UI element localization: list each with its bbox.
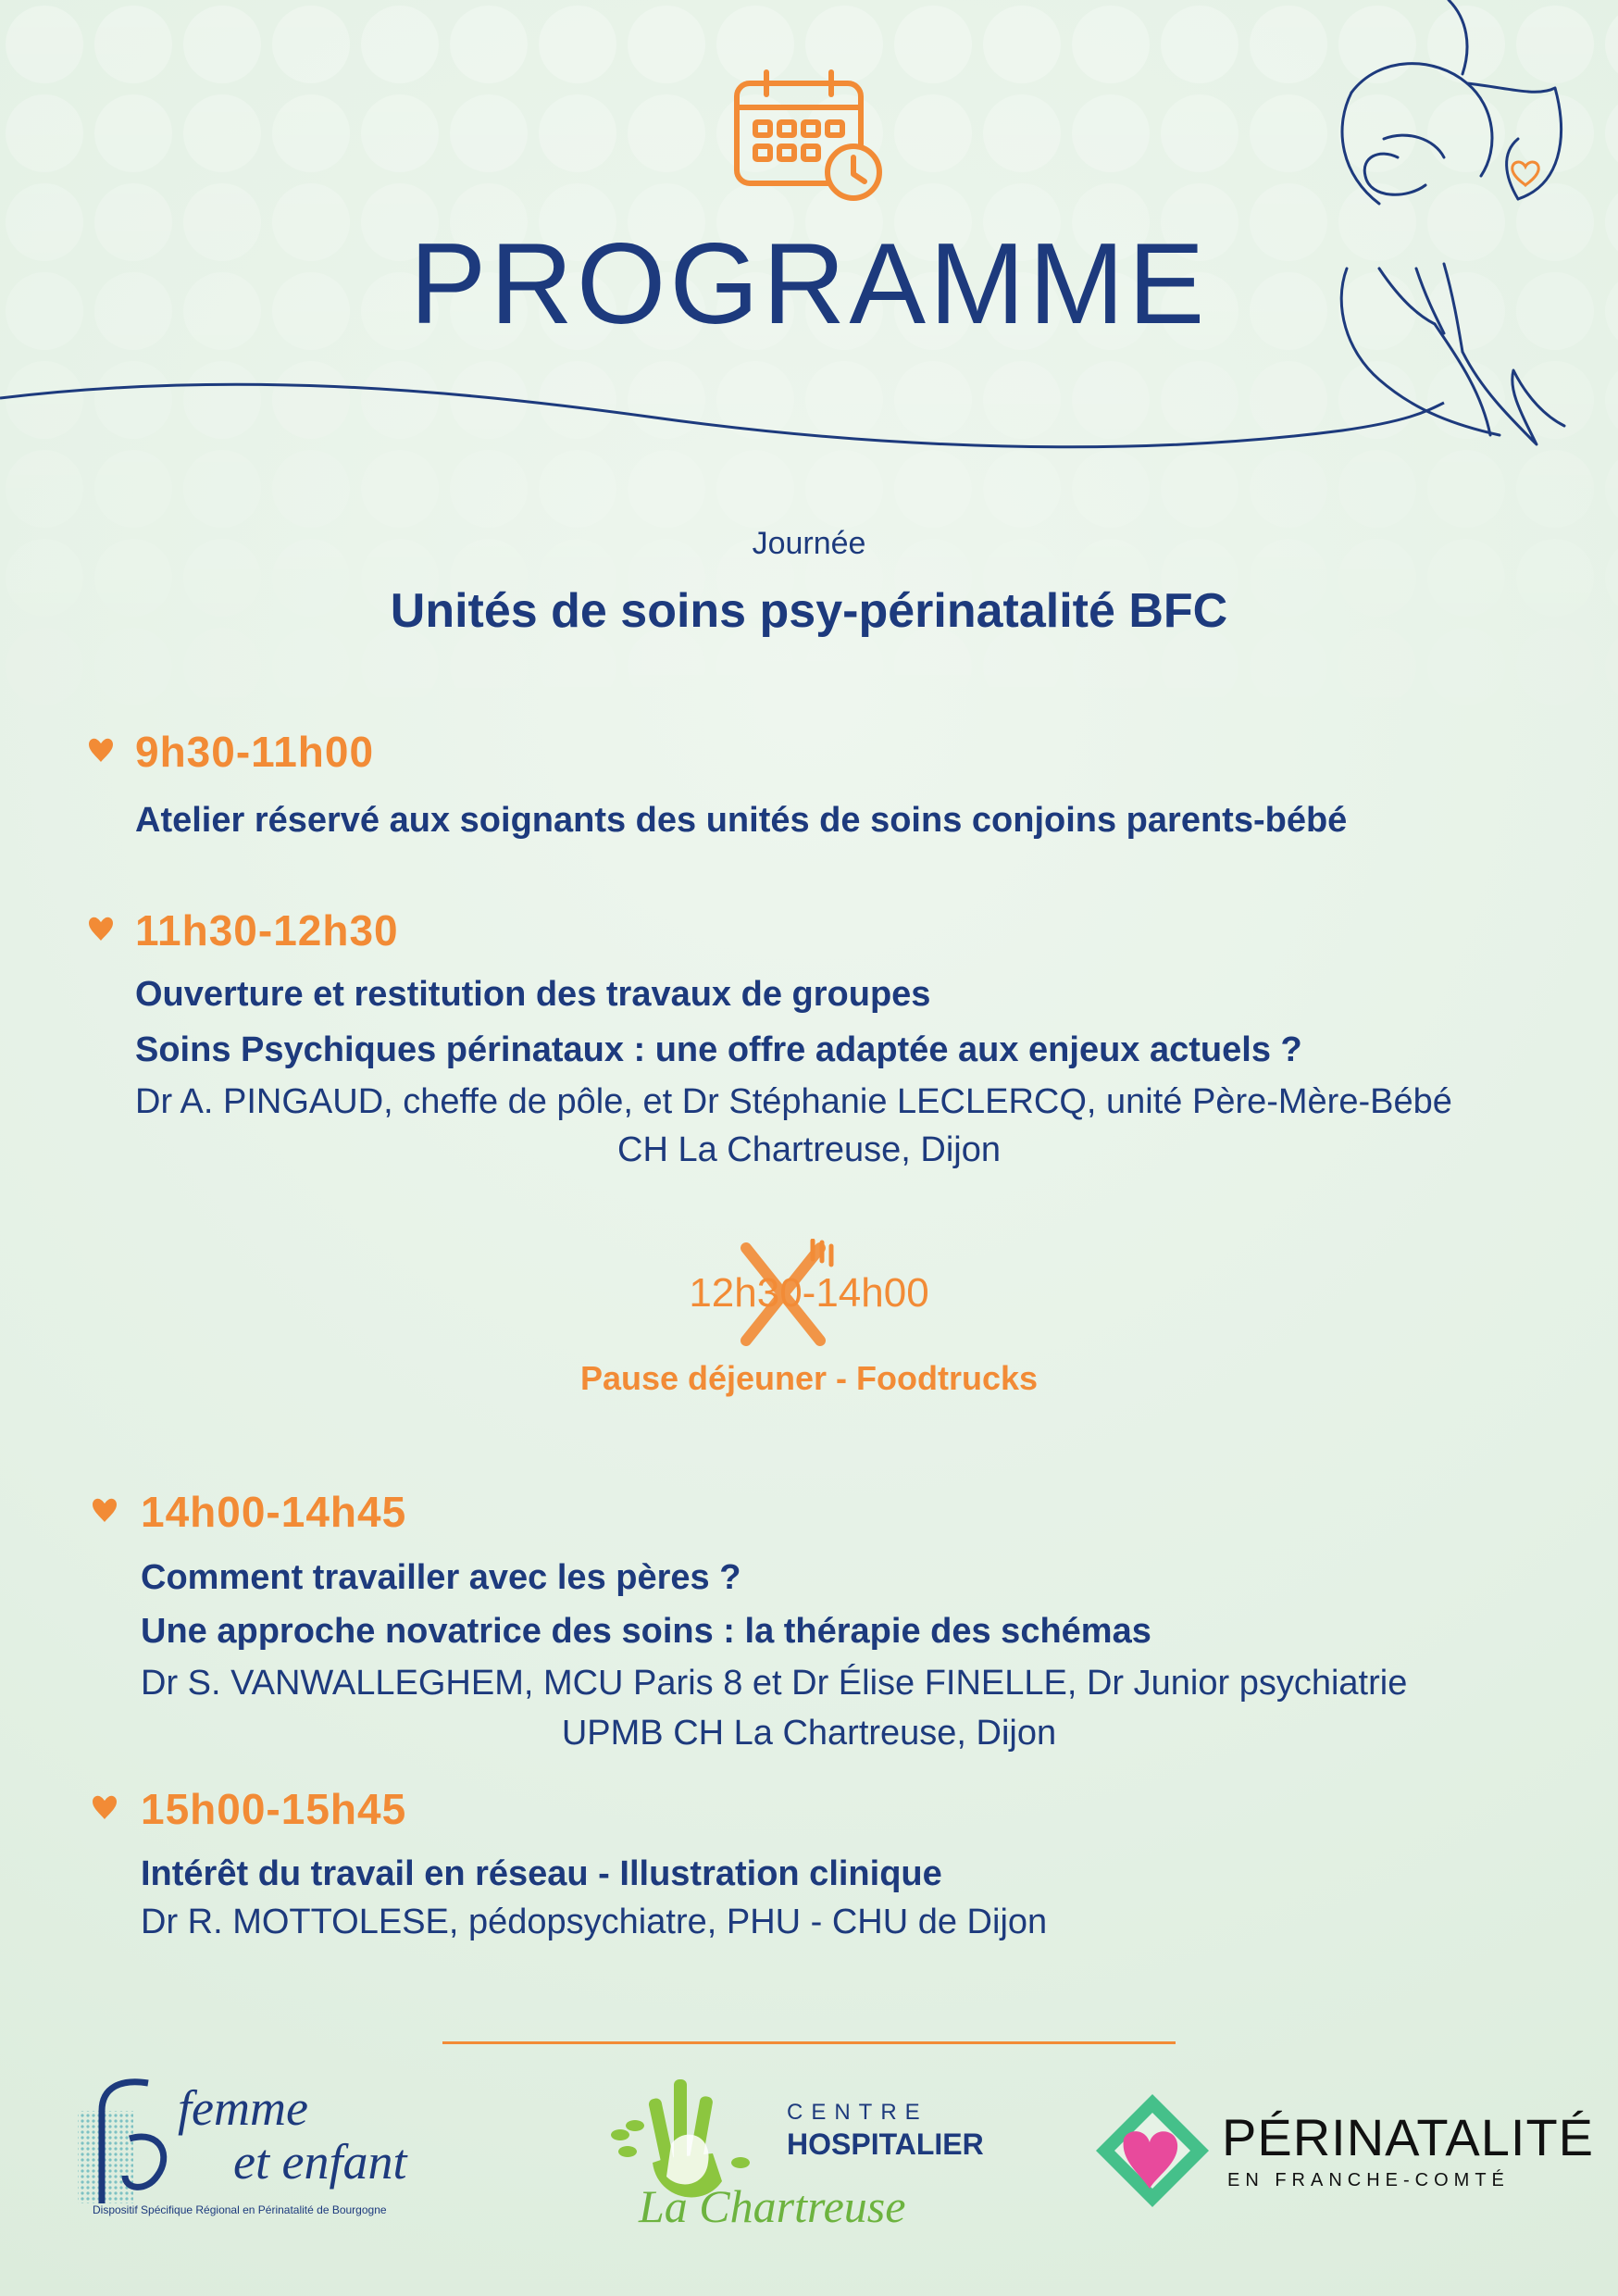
femme-enfant-tagline: Dispositif Spécifique Régional en Périnatalité de Bourgogne — [93, 2203, 387, 2216]
event-kicker: Journée — [752, 526, 866, 561]
session-speakers: Dr R. MOTTOLESE, pédopsychiatre, PHU - CHU de Dijon — [141, 1903, 1048, 1941]
heart-bullet-icon — [85, 734, 117, 766]
perinatalite-line2: EN FRANCHE-COMTÉ — [1227, 2170, 1510, 2190]
chartreuse-line2: HOSPITALIER — [787, 2128, 984, 2161]
session-speakers: Dr S. VANWALLEGHEM, MCU Paris 8 et Dr Élise FINELLE, Dr Junior psychiatrie — [141, 1664, 1408, 1703]
femme-enfant-line2: et enfant — [233, 2134, 407, 2190]
session-subtitle: Soins Psychiques périnataux : une offre adaptée aux enjeux actuels ? — [135, 1030, 1302, 1069]
lunch-label: Pause déjeuner - Foodtrucks — [579, 1359, 1039, 1397]
page-title: PROGRAMME — [409, 220, 1209, 348]
session-time: 9h30-11h00 — [135, 728, 375, 776]
session-speakers: Dr A. PINGAUD, cheffe de pôle, et Dr Stéphanie LECLERCQ, unité Père-Mère-Bébé — [135, 1082, 1452, 1121]
session-title: Atelier réservé aux soignants des unités de soins conjoins parents-bébé — [135, 801, 1348, 840]
parent-baby-illustration — [1296, 0, 1592, 463]
logo-chartreuse — [602, 2070, 984, 2246]
perinatalite-mark — [1092, 2090, 1213, 2211]
logo-perinatalite — [1092, 2090, 1595, 2220]
session-location: UPMB CH La Chartreuse, Dijon — [561, 1714, 1057, 1753]
heart-bullet-icon — [89, 1791, 120, 1823]
session-location: CH La Chartreuse, Dijon — [617, 1130, 1001, 1169]
event-name: Unités de soins psy-périnatalité BFC — [390, 584, 1228, 638]
session-title: Intérêt du travail en réseau - Illustration clinique — [141, 1854, 942, 1893]
heart-bullet-icon — [85, 913, 117, 944]
heart-bullet-icon — [89, 1494, 120, 1526]
perinatalite-line1: PÉRINATALITÉ — [1222, 2108, 1595, 2166]
logo-femme-et-enfant — [74, 2074, 444, 2231]
session-time: 11h30-12h30 — [135, 906, 399, 955]
femme-enfant-line1: femme — [178, 2080, 308, 2136]
session-title: Ouverture et restitution des travaux de groupes — [135, 975, 931, 1014]
lunch-time: 12h30-14h00 — [689, 1270, 929, 1316]
chartreuse-line3: La Chartreuse — [639, 2180, 906, 2232]
calendar-clock-icon — [731, 67, 889, 206]
session-time: 15h00-15h45 — [141, 1785, 407, 1833]
chartreuse-line1: CENTRE — [787, 2100, 928, 2125]
footer-divider — [442, 2041, 1176, 2044]
session-time: 14h00-14h45 — [141, 1488, 407, 1536]
session-subtitle: Une approche novatrice des soins : la thérapie des schémas — [141, 1612, 1151, 1651]
session-title: Comment travailler avec les pères ? — [141, 1558, 741, 1597]
femme-enfant-mark — [74, 2074, 176, 2213]
